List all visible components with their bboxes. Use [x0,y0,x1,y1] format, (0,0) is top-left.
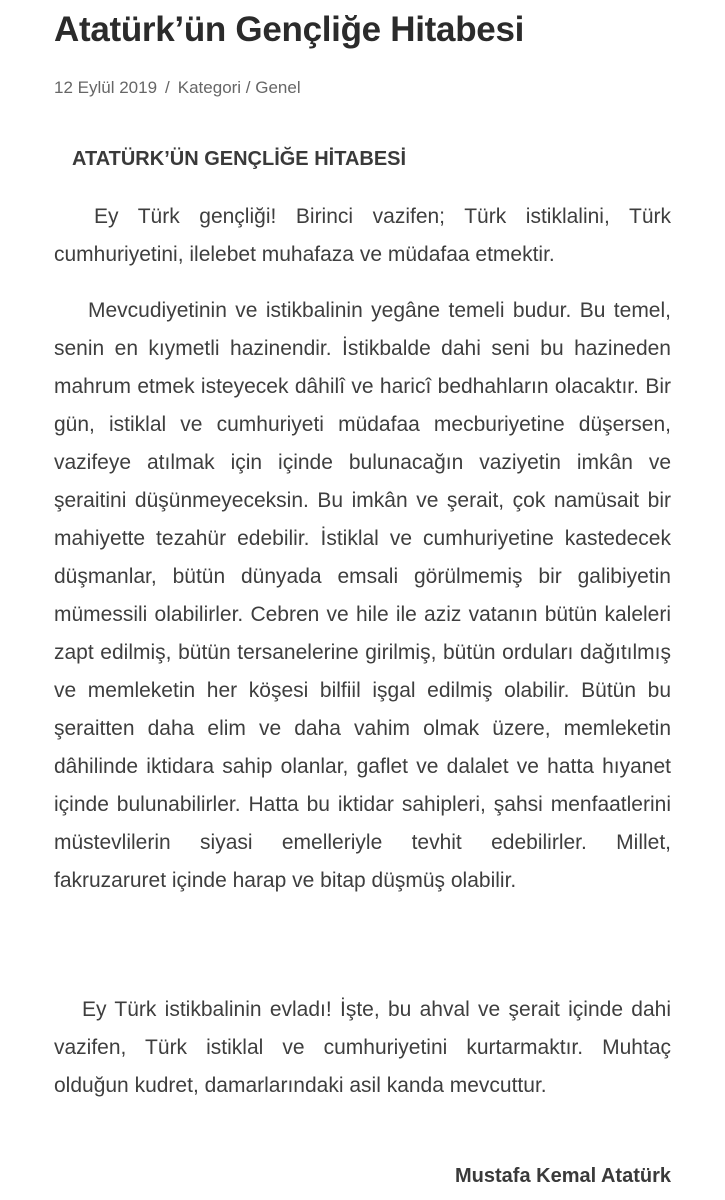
signature: Mustafa Kemal Atatürk [455,1165,671,1187]
content-heading: ATATÜRK’ÜN GENÇLİĞE HİTABESİ [72,148,407,170]
category-link[interactable]: Kategori / Genel [177,78,301,97]
post-date: 12 Eylül 2019 [54,78,158,97]
paragraph-3: Ey Türk istikbalinin evladı! İşte, bu ahval ve şerait içinde dahi vazifen, Türk istiklal ve cumhuriyetini kurtarmaktır. Muhtaç olduğun kudret, damarlarındaki asil kanda mevcuttur. [54,998,671,1097]
paragraph-1: Ey Türk gençliği! Birinci vazifen; Türk istiklalini, Türk cumhuriyetini, ilelebet muhafaza ve müdafaa etmektir. [54,205,671,266]
post-title: Atatürk’ün Gençliğe Hitabesi [54,10,525,49]
meta-separator: / [165,78,170,97]
paragraph-2: Mevcudiyetinin ve istikbalinin yegâne temeli budur. Bu temel, senin en kıymetli hazinendir. İstikbalde dahi seni bu hazineden mahrum etmek isteyecek dâhilî ve haricî bedhahların olacaktır. Bir gün, istiklal ve cumhuriyeti müdafaa mecburiyetine düşersen, vazifeye atılmak için içinde bulunacağın vaziyetin imkân ve şeraitini düşünmeyeceksin. Bu imkân ve şerait, çok namüsait bir mahiyette tezahür edebilir. İstiklal ve cumhuriyetine kastedecek düşmanlar, bütün dünyada emsali görülmemiş bir galibiyetin mümessili olabilirler. Cebren ve hile ile aziz vatanın bütün kaleleri zapt edilmiş, bütün tersanelerine girilmiş, bütün orduları dağıtılmış ve memleketin her köşesi bilfiil işgal edilmiş olabilir. Bütün bu şeraitten daha elim ve daha vahim olmak üzere, memleketin dâhilinde iktidara sahip olanlar, gaflet ve dalalet ve hatta hıyanet içinde bulunabilirler. Hatta bu iktidar sahipleri, şahsi menfaatlerini müstevlilerin siyasi emelleriyle tevhit edebilirler. Millet, fakruzaruret içinde harap ve bitap düşmüş olabilir. [54,299,671,892]
post-meta [54,78,301,98]
